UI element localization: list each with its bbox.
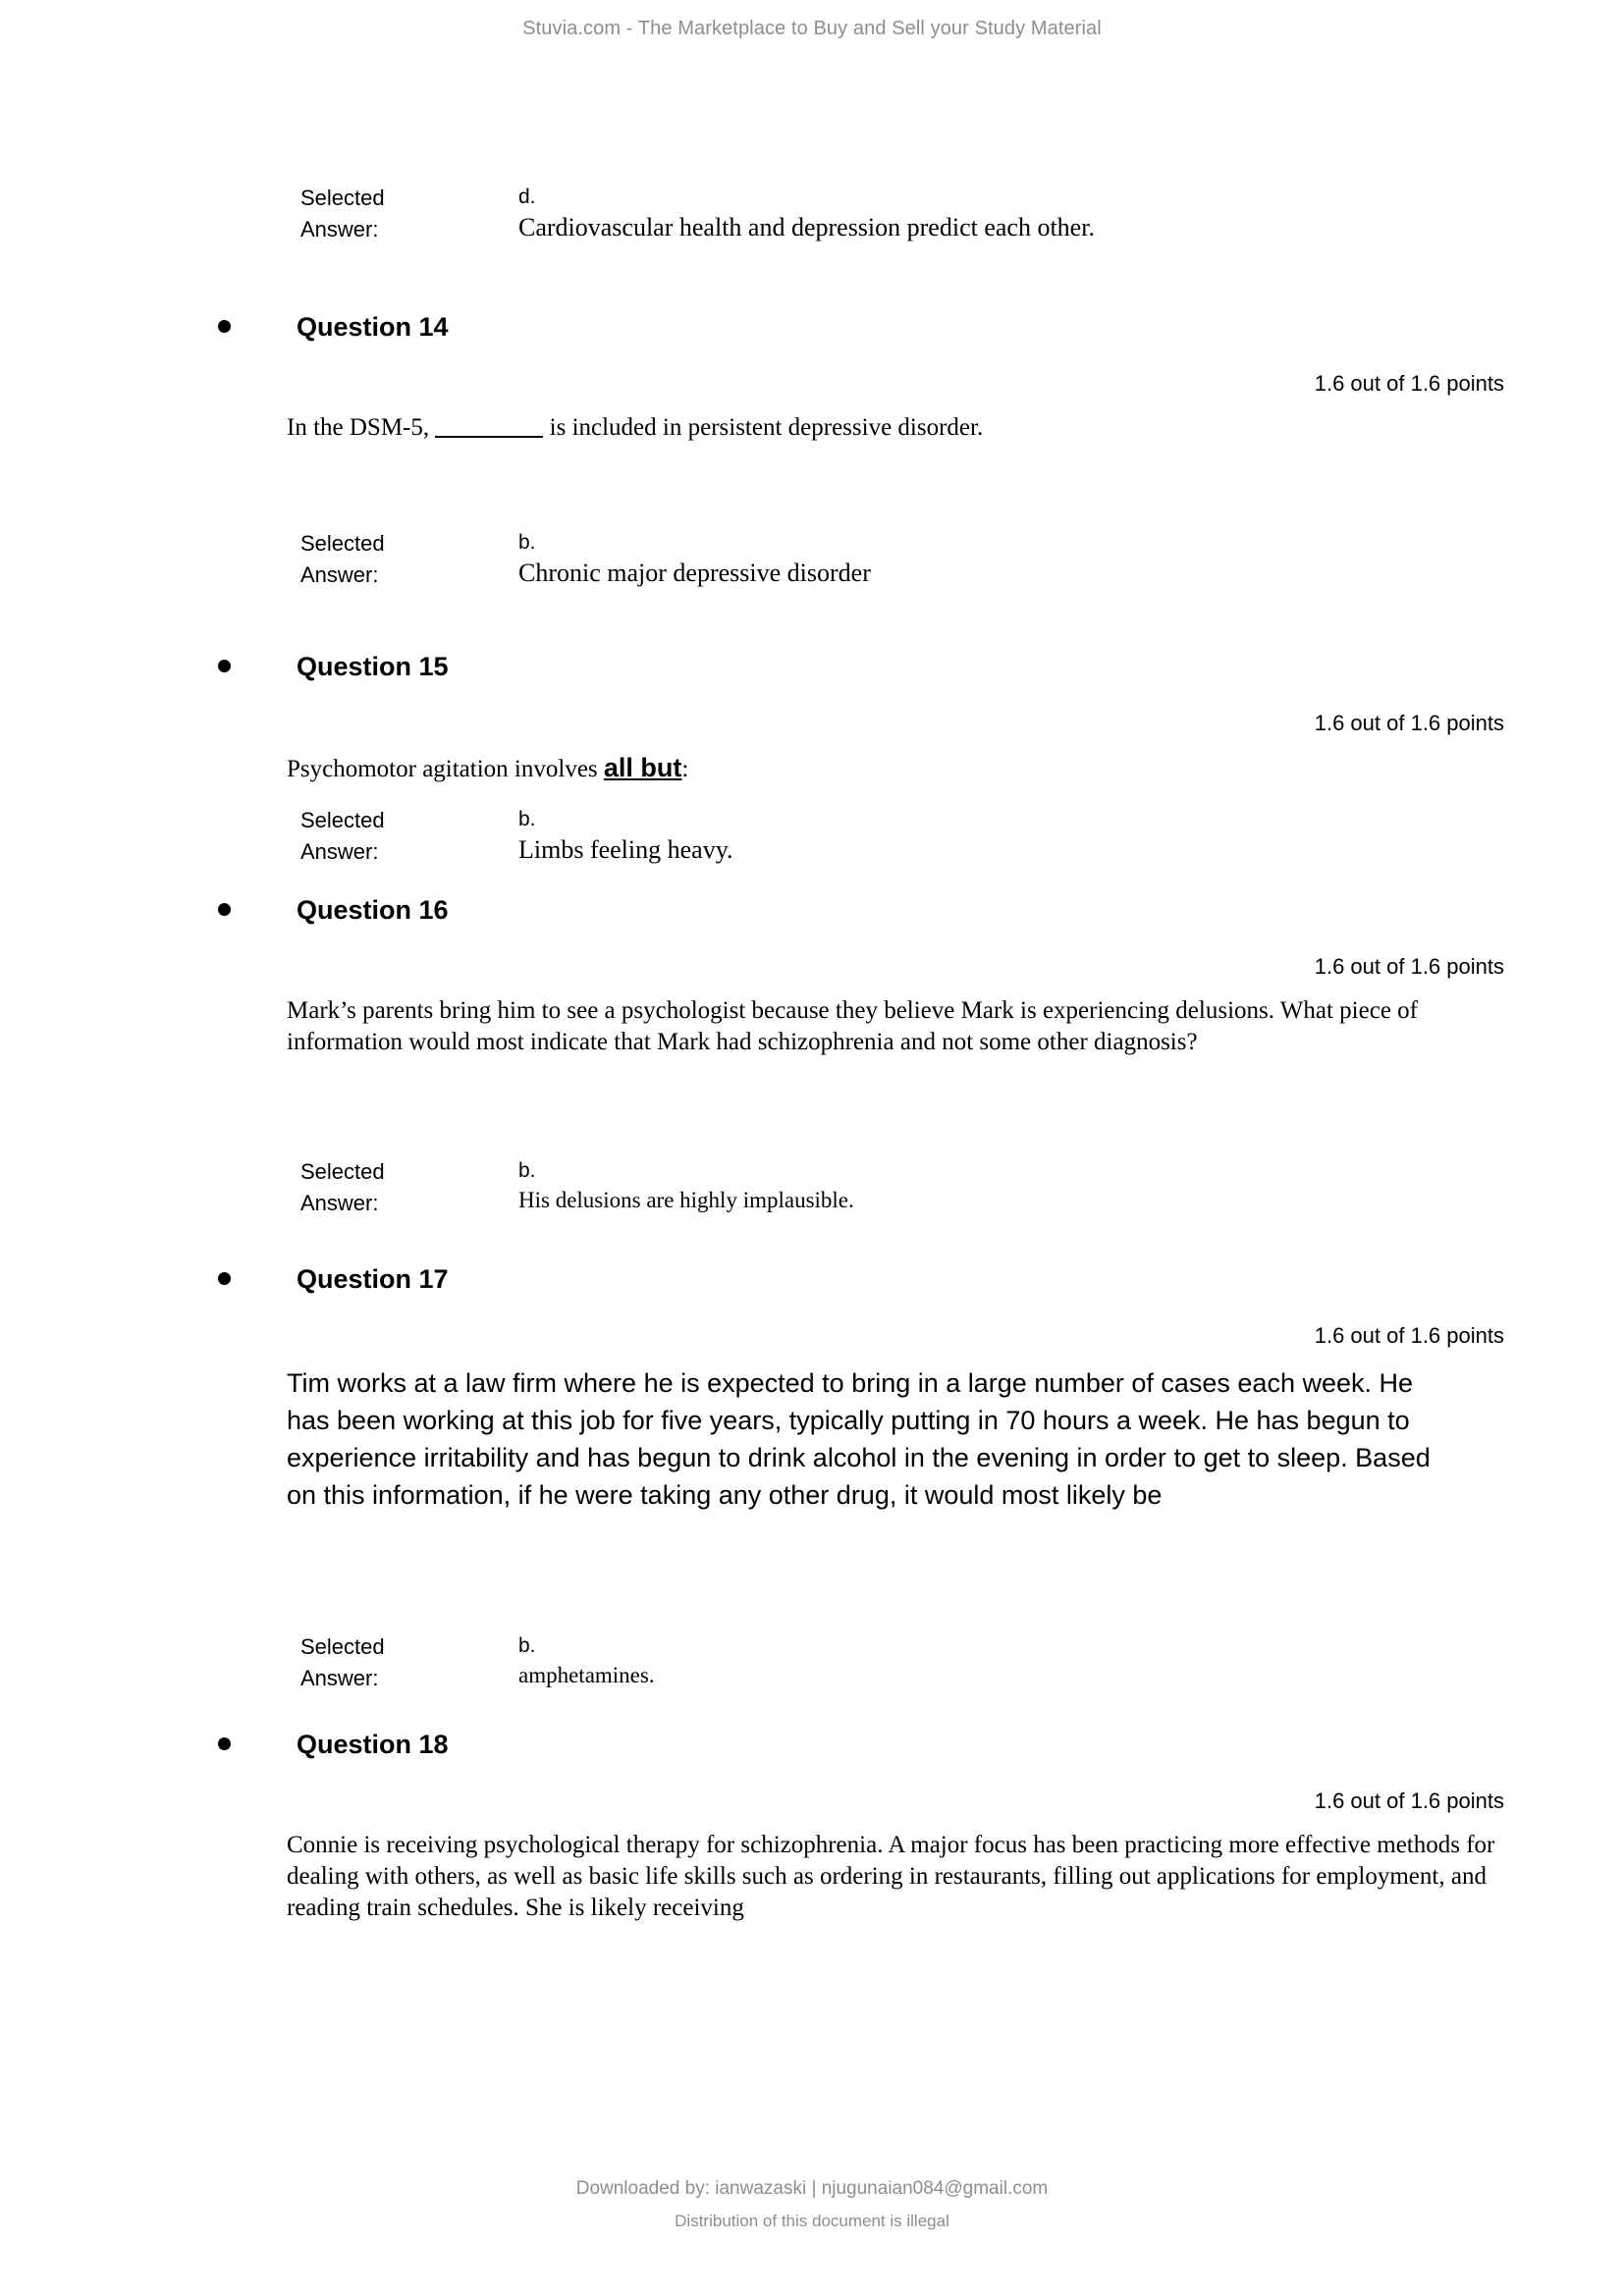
fill-in-blank [435,436,543,438]
question-title: Question 14 [297,312,449,342]
selected-answer-label-line2: Answer: [300,1191,379,1215]
question-heading [0,650,1624,695]
question-body: Tim works at a law firm where he is expected to bring in a large number of cases each week. He has been working at this job for five years, typically putting in 70 hours a week. He has begun to experience irritability and has begun to drink alcohol in the evening in order to get to sleep. Based on this information, if he were taking any other drug, it would most likely be [287,1368,1431,1510]
answer-letter: b. [518,1159,536,1182]
selected-answer-label [300,1631,448,1694]
selected-answer-label-line2: Answer: [300,1666,379,1690]
footer-downloaded-by: Downloaded by: ianwazaski | njugunaian084@gmail.com [575,2178,1049,2199]
question-heading [0,1262,1624,1308]
question-body [287,412,1509,444]
document-footer [0,2172,1624,2237]
answer-text: Chronic major depressive disorder [518,559,871,587]
question-points: 1.6 out of 1.6 points [1314,1789,1504,1813]
question-points: 1.6 out of 1.6 points [1314,371,1504,396]
question-body [287,752,1509,785]
answer-text: His delusions are highly implausible. [518,1188,854,1212]
question-title: Question 18 [297,1730,449,1759]
answer-block [0,805,1624,868]
bullet-icon [218,1272,231,1285]
answer-letter: b. [518,531,536,554]
footer-distribution-notice: Distribution of this document is illegal [675,2212,949,2230]
question-heading [0,1728,1624,1773]
answer-letter: b. [518,808,536,830]
question-body-emphasis: all but [603,753,682,782]
answer-body [518,528,1510,589]
bullet-icon [218,660,231,672]
question-points: 1.6 out of 1.6 points [1314,1323,1504,1348]
selected-answer-label-line1: Selected [300,531,385,556]
selected-answer-label-line1: Selected [300,1634,385,1659]
bullet-icon [218,320,231,333]
answer-text: Limbs feeling heavy. [518,835,733,864]
answer-block [0,183,1624,245]
question-body-post: is included in persistent depressive disorder. [543,414,984,441]
question-body: Mark’s parents bring him to see a psychologist because they believe Mark is experiencing delusions. What piece of information would most indicate that Mark had schizophrenia and not some other diagnosis? [287,997,1418,1055]
question-title: Question 16 [297,895,449,925]
selected-answer-label [300,183,448,245]
question-points: 1.6 out of 1.6 points [1314,711,1504,735]
answer-letter: d. [518,186,536,208]
answer-body [518,183,1510,243]
site-watermark-header: Stuvia.com - The Marketplace to Buy and Sell your Study Material [522,18,1102,39]
question-body-post: : [681,756,689,782]
bullet-icon [218,903,231,916]
document-content [0,183,1624,1924]
answer-text: amphetamines. [518,1663,655,1687]
answer-text: Cardiovascular health and depression predict each other. [518,213,1095,241]
answer-block [0,528,1624,591]
question-body: Connie is receiving psychological therapy for schizophrenia. A major focus has been practicing more effective methods for dealing with others, as well as basic life skills such as ordering in restaurants, filling out applications for employment, and reading train schedules. She is likely receiving [287,1832,1495,1921]
selected-answer-label-line1: Selected [300,808,385,832]
answer-block [0,1156,1624,1219]
selected-answer-label-line2: Answer: [300,217,379,241]
selected-answer-label [300,805,448,868]
answer-body [518,1156,1510,1215]
answer-block [0,1631,1624,1694]
question-body-pre: In the DSM-5, [287,414,436,441]
question-title: Question 15 [297,652,449,681]
selected-answer-label [300,1156,448,1219]
bullet-icon [218,1737,231,1750]
answer-letter: b. [518,1634,536,1657]
question-heading [0,893,1624,938]
question-points: 1.6 out of 1.6 points [1314,954,1504,979]
selected-answer-label-line1: Selected [300,1159,385,1184]
answer-body [518,805,1510,866]
question-body-pre: Psychomotor agitation involves [287,756,604,782]
selected-answer-label-line1: Selected [300,186,385,210]
question-title: Question 17 [297,1264,449,1294]
selected-answer-label-line2: Answer: [300,562,379,587]
selected-answer-label-line2: Answer: [300,839,379,864]
answer-body [518,1631,1510,1690]
question-heading [0,310,1624,355]
selected-answer-label [300,528,448,591]
